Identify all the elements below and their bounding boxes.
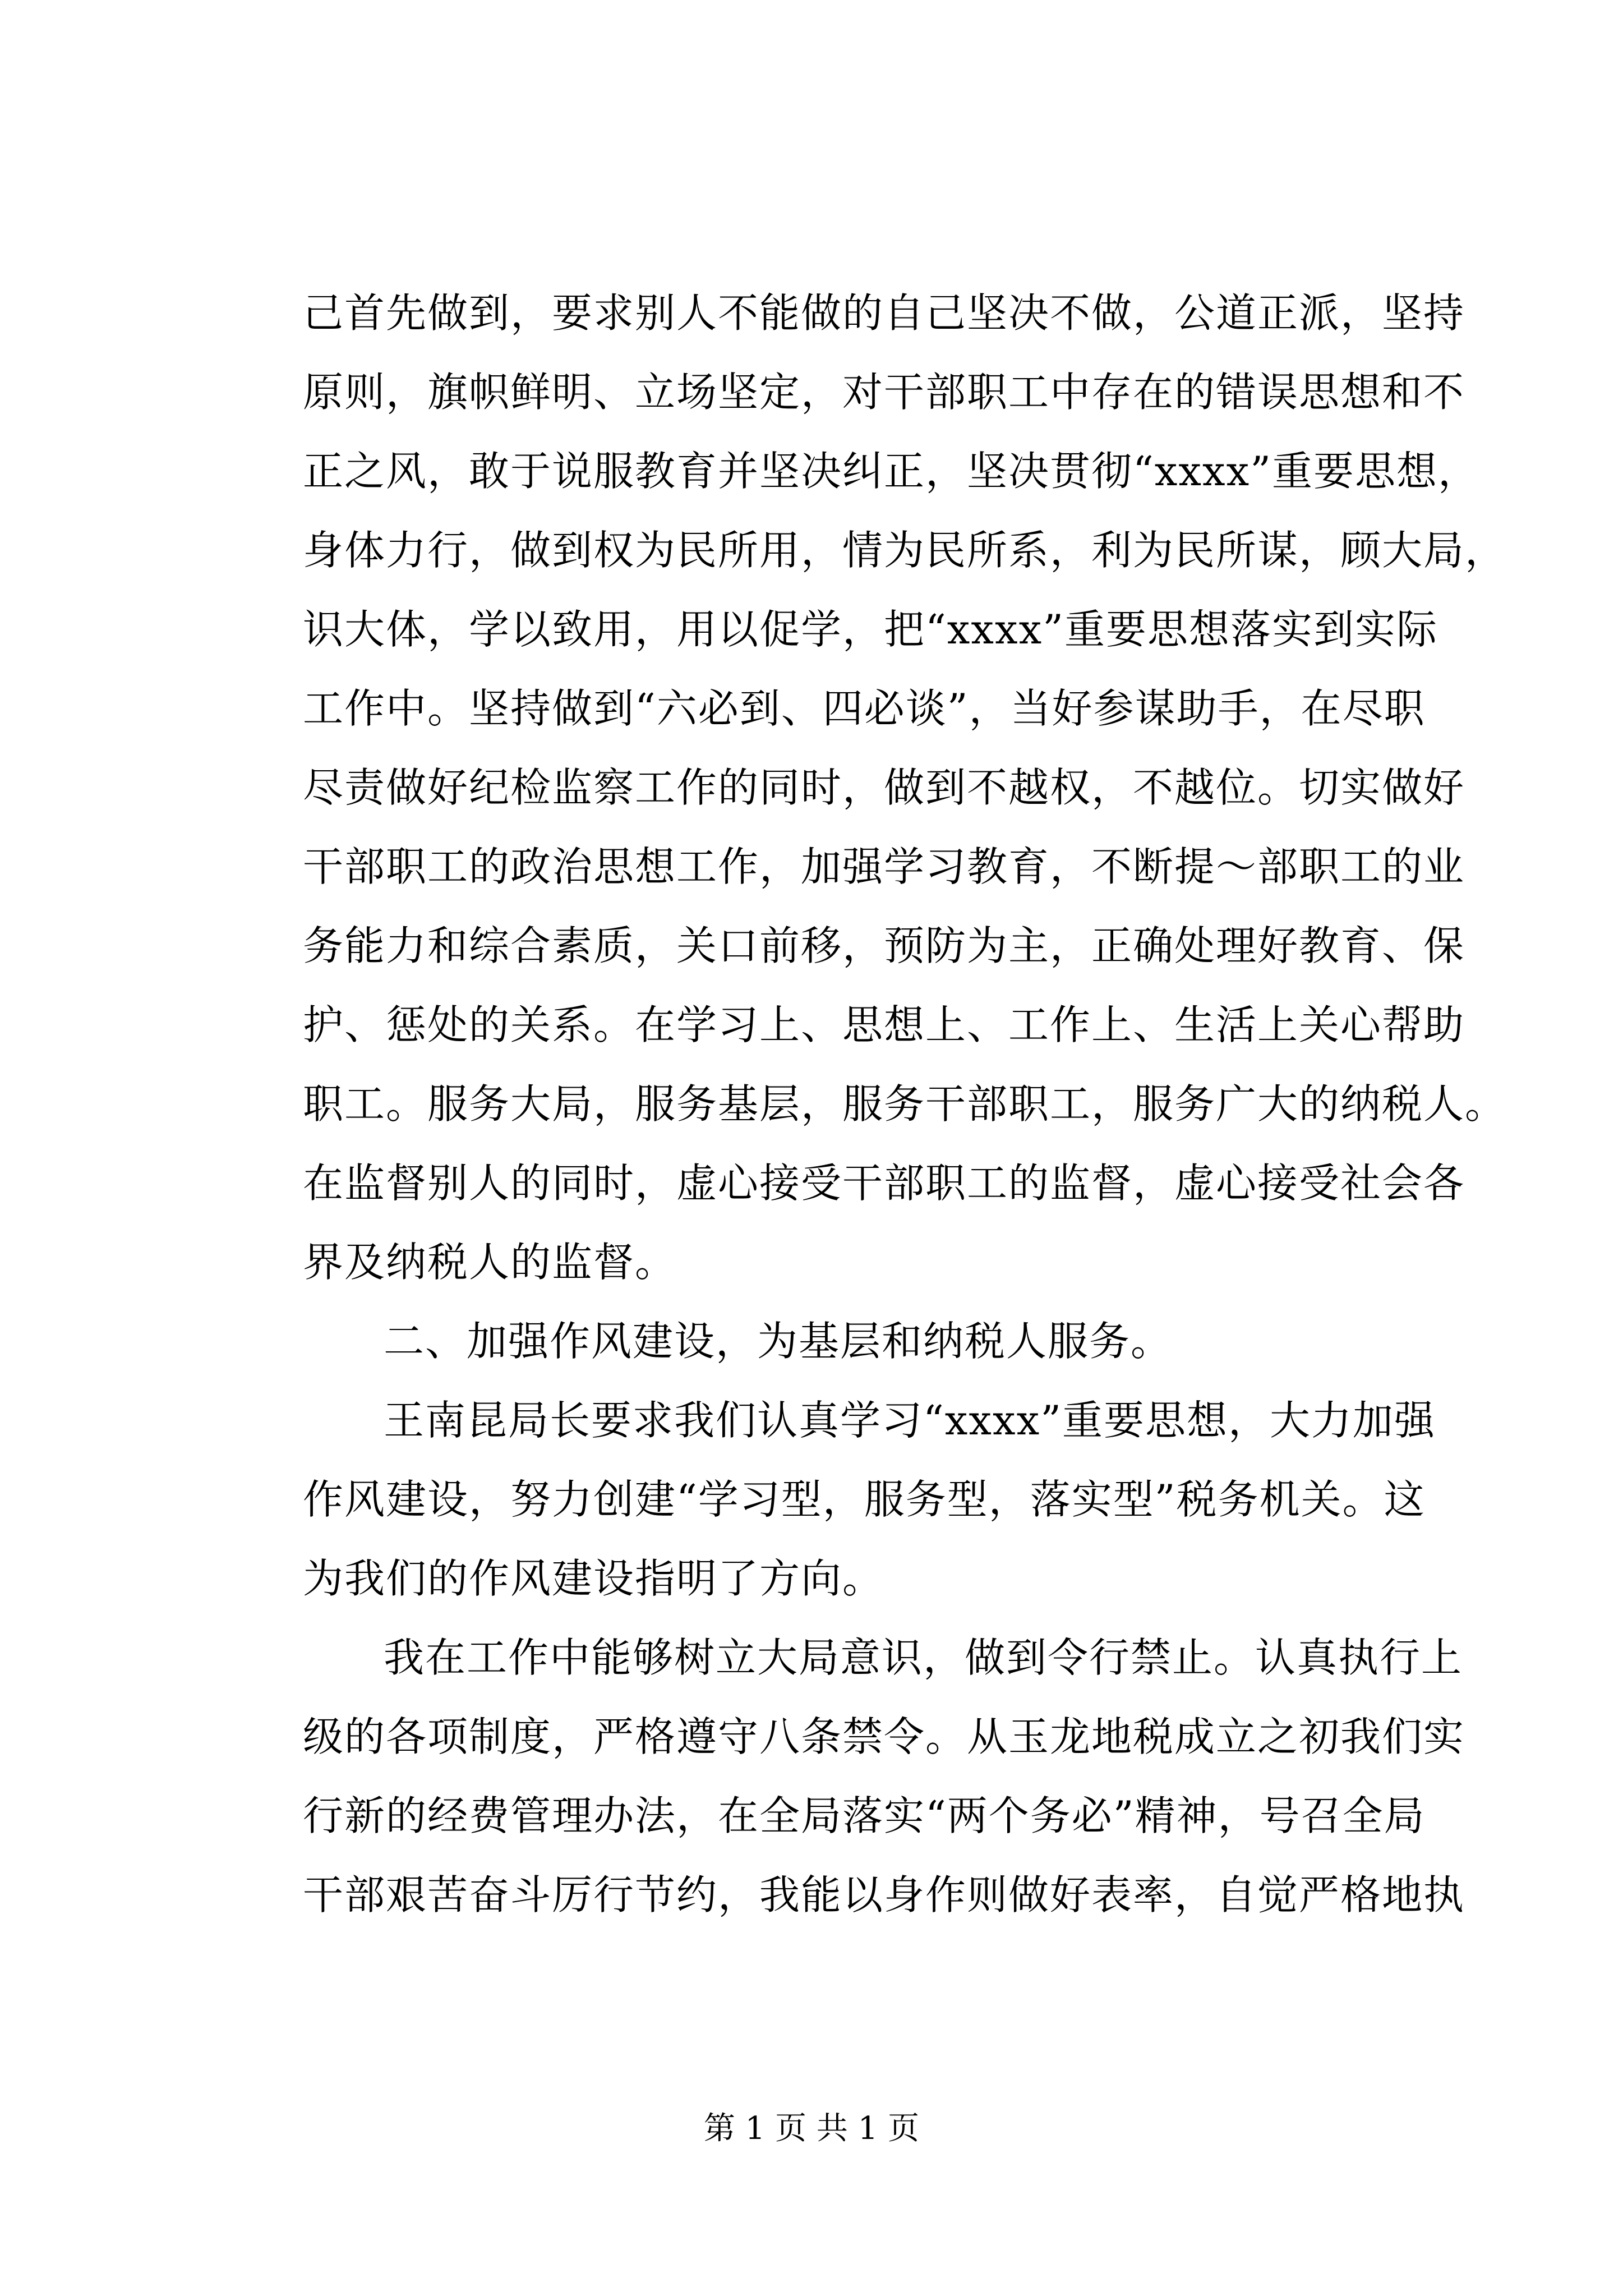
paragraph-first-line: 王南昆局长要求我们认真学习“xxxx”重要思想，大力加强 (384, 1397, 1436, 1444)
text-line: 工作中。坚持做到“六必到、四必谈”，当好参谋助手，在尽职 (303, 685, 1426, 732)
text-line: 级的各项制度，严格遵守八条禁令。从玉龙地税成立之初我们实 (303, 1713, 1465, 1760)
text-line: 护、惩处的关系。在学习上、思想上、工作上、生活上关心帮助 (303, 1001, 1465, 1048)
document-body (303, 274, 1507, 1935)
section-heading: 二、加强作风建设，为基层和纳税人服务。 (384, 1318, 1173, 1365)
text-line: 原则，旗帜鲜明、立场坚定，对干部职工中存在的错误思想和不 (303, 369, 1465, 416)
text-line: 行新的经费管理办法，在全局落实“两个务必”精神，号召全局 (303, 1792, 1426, 1839)
paragraph-first-line: 我在工作中能够树立大局意识，做到令行禁止。认真执行上 (384, 1634, 1463, 1681)
text-line: 己首先做到，要求别人不能做的自己坚决不做，公道正派，坚持 (303, 289, 1465, 337)
text-line: 识大体，学以致用，用以促学，把“xxxx”重要思想落实到实际 (303, 606, 1438, 653)
text-line: 在监督别人的同时，虚心接受干部职工的监督，虚心接受社会各 (303, 1159, 1465, 1207)
text-line: 正之风，敢于说服教育并坚决纠正，坚决贯彻“xxxx”重要思想， (303, 448, 1480, 495)
paragraph-end-line: 为我们的作风建设指明了方向。 (303, 1555, 884, 1602)
paragraph-end-line: 界及纳税人的监督。 (303, 1239, 677, 1286)
text-line: 尽责做好纪检监察工作的同时，做到不越权，不越位。切实做好 (303, 764, 1465, 811)
text-line: 作风建设，努力创建“学习型，服务型，落实型”税务机关。这 (303, 1476, 1426, 1523)
text-line: 干部职工的政治思想工作，加强学习教育，不断提～部职工的业 (303, 843, 1465, 890)
text-line: 干部艰苦奋斗厉行节约，我能以身作则做好表率，自觉严格地执 (303, 1871, 1465, 1918)
text-line: 身体力行，做到权为民所用，情为民所系，利为民所谋，顾大局， (303, 527, 1507, 574)
page-footer: 第 1 页 共 1 页 (703, 2110, 920, 2147)
text-line: 务能力和综合素质，关口前移，预防为主，正确处理好教育、保 (303, 922, 1465, 969)
text-line: 职工。服务大局，服务基层，服务干部职工，服务广大的纳税人。 (303, 1080, 1507, 1128)
